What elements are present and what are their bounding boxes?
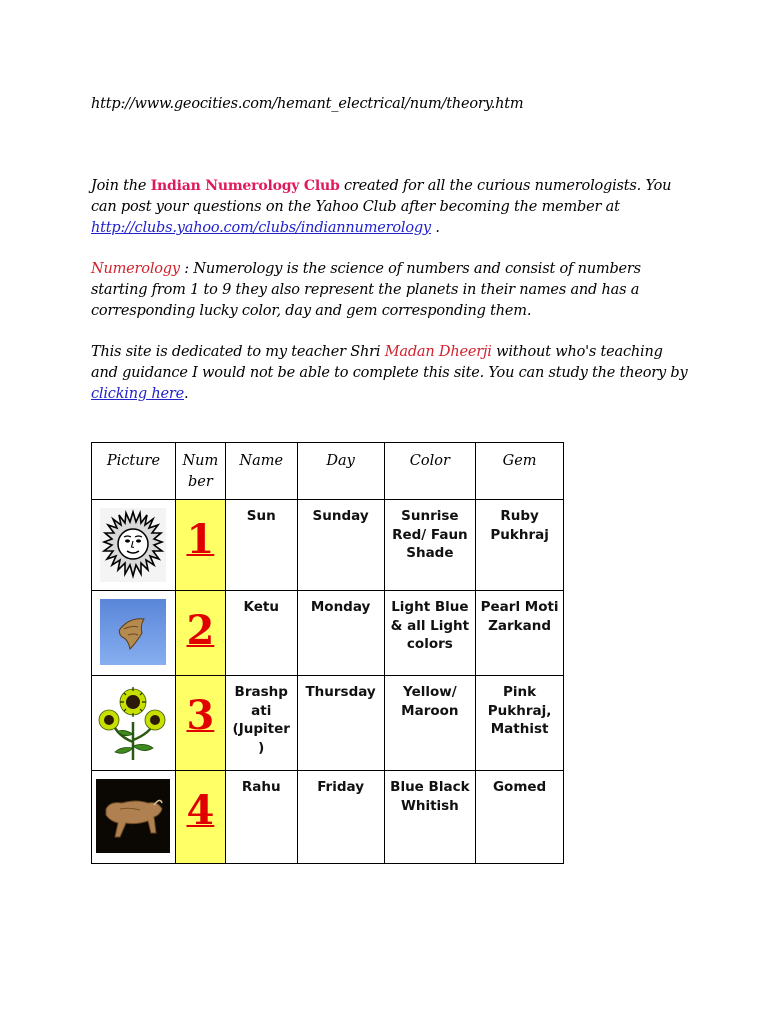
lucky-day: Friday bbox=[317, 779, 365, 795]
lucky-day: Sunday bbox=[312, 508, 369, 524]
club-name: Indian Numerology Club bbox=[150, 178, 340, 194]
day-cell bbox=[297, 500, 384, 591]
table-row bbox=[92, 591, 564, 676]
gem-cell bbox=[476, 771, 564, 864]
planet-name: Brashp ati (Jupiter ) bbox=[232, 684, 290, 756]
definition-term: Numerology bbox=[91, 261, 180, 277]
day-cell bbox=[297, 591, 384, 676]
club-link[interactable]: http://clubs.yahoo.com/clubs/indiannumerology bbox=[91, 220, 431, 236]
number-value: 4 bbox=[186, 787, 215, 834]
day-cell bbox=[297, 771, 384, 864]
table-row bbox=[92, 676, 564, 771]
dedication-paragraph bbox=[91, 342, 691, 405]
lucky-gem: Gomed bbox=[492, 779, 547, 795]
number-cell bbox=[175, 500, 225, 591]
lucky-gem: Pearl Moti Zarkand bbox=[480, 599, 559, 634]
lucky-color: Light Blue & all Light colors bbox=[390, 599, 470, 652]
intro-prefix: Join the bbox=[91, 178, 151, 194]
picture-cell bbox=[92, 591, 176, 676]
bull-icon bbox=[96, 779, 170, 853]
table-row bbox=[92, 771, 564, 864]
number-cell bbox=[175, 591, 225, 676]
day-cell bbox=[297, 676, 384, 771]
number-value: 2 bbox=[186, 607, 215, 654]
source-url-text: http://www.geocities.com/hemant_electrical/num/theory.htm bbox=[91, 96, 524, 112]
color-cell bbox=[384, 591, 476, 676]
header-number: Num ber bbox=[175, 443, 225, 500]
color-cell bbox=[384, 500, 476, 591]
planet-name: Ketu bbox=[243, 599, 279, 615]
gem-cell bbox=[476, 591, 564, 676]
number-cell bbox=[175, 771, 225, 864]
sun-face-icon bbox=[100, 508, 166, 582]
name-cell bbox=[225, 676, 297, 771]
lucky-gem: Pink Pukhraj, Mathist bbox=[487, 684, 552, 737]
picture-cell bbox=[92, 771, 176, 864]
lucky-color: Yellow/ Maroon bbox=[401, 684, 459, 719]
theory-link[interactable]: clicking here bbox=[91, 386, 185, 402]
number-value: 1 bbox=[186, 516, 215, 563]
definition-separator: : bbox=[179, 261, 194, 277]
header-gem: Gem bbox=[476, 443, 564, 500]
name-cell bbox=[225, 591, 297, 676]
planet-name: Sun bbox=[246, 508, 276, 524]
intro-suffix: created for all the curious numerologists. You can post your questions on the Yahoo Club after becoming the member at bbox=[91, 178, 672, 215]
lucky-gem: Ruby Pukhraj bbox=[490, 508, 549, 543]
lucky-day: Monday bbox=[310, 599, 371, 615]
color-cell bbox=[384, 771, 476, 864]
definition-text: Numerology is the science of numbers and consist of numbers starting from 1 to 9 they also represent the planets in their names and has a corresponding lucky color, day and gem corresponding them. bbox=[91, 261, 641, 319]
gem-cell bbox=[476, 500, 564, 591]
table-header-row bbox=[92, 443, 564, 500]
planet-name: Rahu bbox=[241, 779, 281, 795]
dedication-end: . bbox=[184, 386, 189, 402]
picture-cell bbox=[92, 676, 176, 771]
numerology-table bbox=[91, 442, 564, 864]
header-name: Name bbox=[225, 443, 297, 500]
intro-paragraph bbox=[91, 176, 691, 239]
name-cell bbox=[225, 500, 297, 591]
lucky-day: Thursday bbox=[305, 684, 376, 700]
name-cell bbox=[225, 771, 297, 864]
header-day: Day bbox=[297, 443, 384, 500]
definition-paragraph bbox=[91, 259, 691, 322]
number-cell bbox=[175, 676, 225, 771]
picture-cell bbox=[92, 500, 176, 591]
intro-end: . bbox=[430, 220, 440, 236]
lucky-color: Sunrise Red/ Faun Shade bbox=[392, 508, 468, 561]
moon-on-sky-icon bbox=[100, 599, 166, 665]
dedication-prefix: This site is dedicated to my teacher Shri bbox=[91, 344, 385, 360]
color-cell bbox=[384, 676, 476, 771]
gem-cell bbox=[476, 676, 564, 771]
table-row bbox=[92, 500, 564, 591]
number-value: 3 bbox=[186, 692, 215, 739]
dedication-middle: without who's teaching and guidance I would not be able to complete this site. You can study the theory by bbox=[91, 344, 688, 381]
header-picture: Picture bbox=[92, 443, 176, 500]
lucky-color: Blue Black Whitish bbox=[390, 779, 470, 814]
teacher-name: Madan Dheerji bbox=[384, 344, 492, 360]
sunflower-icon bbox=[93, 682, 173, 762]
header-color: Color bbox=[384, 443, 476, 500]
